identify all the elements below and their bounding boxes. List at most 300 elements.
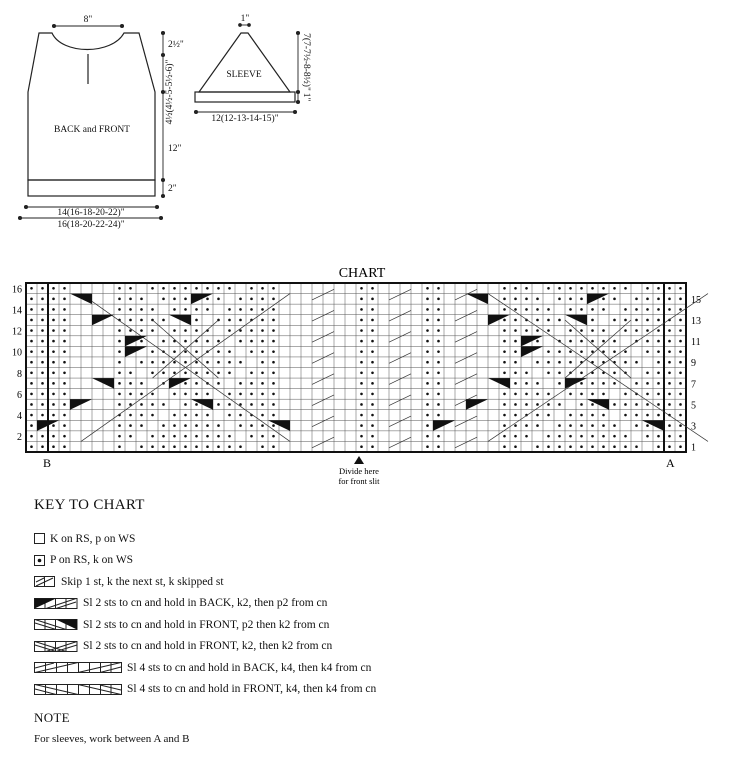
purl-dot — [668, 393, 671, 396]
purl-dot — [536, 298, 539, 301]
purl-dot — [239, 414, 242, 417]
purl-dot — [63, 298, 66, 301]
purl-dot — [679, 319, 682, 322]
purl-dot — [30, 435, 33, 438]
purl-dot — [525, 424, 528, 427]
key-title: KEY TO CHART — [34, 497, 145, 513]
purl-dot — [52, 329, 55, 332]
purl-dot — [657, 361, 660, 364]
purl-dot — [30, 308, 33, 311]
purl-dot — [646, 340, 649, 343]
purl-dot — [503, 308, 506, 311]
purl-dot — [206, 435, 209, 438]
purl-dot — [558, 287, 561, 290]
purl-dot — [239, 382, 242, 385]
purl-dot — [668, 424, 671, 427]
purl-dot — [679, 361, 682, 364]
chart-row-labels — [12, 284, 701, 453]
purl-dot — [118, 340, 121, 343]
purl-dot — [536, 308, 539, 311]
purl-dot — [437, 361, 440, 364]
sleeve-top-width: 1" — [240, 14, 250, 24]
purl-dot — [250, 308, 253, 311]
purl-dot — [118, 393, 121, 396]
purl-dot — [679, 393, 682, 396]
key-item-text: Skip 1 st, k the next st, k skipped st — [61, 575, 224, 588]
purl-dot — [635, 403, 638, 406]
purl-dot — [591, 340, 594, 343]
purl-dot — [41, 382, 44, 385]
purl-dot — [514, 382, 517, 385]
purl-dot — [514, 329, 517, 332]
purl-dot — [261, 371, 264, 374]
cable-chart — [0, 255, 754, 490]
purl-dot — [437, 340, 440, 343]
purl-dot — [426, 414, 429, 417]
purl-dot — [162, 361, 165, 364]
purl-dot — [602, 414, 605, 417]
purl-dot — [360, 329, 363, 332]
purl-dot — [668, 435, 671, 438]
key-item-text: Sl 4 sts to cn and hold in BACK, k4, then k4 from cn — [127, 661, 372, 674]
purl-dot — [184, 393, 187, 396]
key-item-front-cable-4-4 — [34, 679, 734, 701]
purl-dot — [371, 361, 374, 364]
purl-dot — [63, 308, 66, 311]
purl-dot — [360, 298, 363, 301]
purl-dot — [151, 445, 154, 448]
purl-dot — [558, 350, 561, 353]
purl-dot — [437, 393, 440, 396]
purl-dot — [668, 361, 671, 364]
purl-dot — [525, 371, 528, 374]
purl-dot — [228, 308, 231, 311]
purl-dot — [272, 435, 275, 438]
purl-dot — [261, 308, 264, 311]
purl-dot — [624, 435, 627, 438]
purl-dot — [41, 308, 44, 311]
purl-dot — [569, 424, 572, 427]
purl-dot — [514, 361, 517, 364]
purl-dot — [272, 287, 275, 290]
purl-dot — [602, 382, 605, 385]
purl-dot — [371, 298, 374, 301]
purl-dot — [371, 329, 374, 332]
purl-dot — [151, 287, 154, 290]
purl-dot — [140, 403, 143, 406]
key-to-chart — [34, 497, 734, 700]
purl-dot — [30, 298, 33, 301]
key-item-text: K on RS, p on WS — [50, 532, 136, 545]
purl-dot — [173, 308, 176, 311]
purl-dot — [140, 445, 143, 448]
purl-dot — [602, 435, 605, 438]
purl-dot — [118, 350, 121, 353]
purl-dot — [41, 298, 44, 301]
purl-dot — [602, 298, 605, 301]
purl-dot — [272, 414, 275, 417]
purl-dot — [52, 308, 55, 311]
purl-dot — [195, 382, 198, 385]
purl-dot — [426, 319, 429, 322]
purl-dot — [426, 435, 429, 438]
purl-dot — [624, 329, 627, 332]
purl-dot — [558, 298, 561, 301]
purl-dot — [129, 382, 132, 385]
purl-dot — [426, 308, 429, 311]
dot-square-icon — [34, 555, 45, 566]
sleeve-cap-height: 7(7-7½-8-8½)" — [301, 33, 311, 91]
purl-dot — [679, 298, 682, 301]
purl-dot — [646, 371, 649, 374]
key-item-front-cable-purl — [34, 614, 734, 636]
purl-dot — [503, 329, 506, 332]
purl-dot — [41, 403, 44, 406]
purl-dot — [360, 435, 363, 438]
purl-dot — [250, 371, 253, 374]
purl-dot — [52, 371, 55, 374]
purl-dot — [118, 382, 121, 385]
purl-dot — [679, 424, 682, 427]
purl-dot — [591, 414, 594, 417]
purl-dot — [635, 414, 638, 417]
purl-dot — [591, 393, 594, 396]
divide-arrow-icon — [354, 456, 364, 464]
purl-dot — [536, 414, 539, 417]
purl-dot — [162, 424, 165, 427]
purl-dot — [657, 414, 660, 417]
purl-dot — [261, 382, 264, 385]
purl-dot — [63, 350, 66, 353]
purl-dot — [503, 445, 506, 448]
purl-dot — [635, 382, 638, 385]
purl-dot — [503, 298, 506, 301]
purl-dot — [261, 329, 264, 332]
purl-dot — [41, 329, 44, 332]
purl-dot — [558, 361, 561, 364]
purl-dot — [63, 403, 66, 406]
purl-dot — [206, 445, 209, 448]
purl-dot — [569, 329, 572, 332]
key-item-back-cable-2-2 — [34, 593, 734, 615]
row-label-left: 10 — [12, 347, 22, 359]
purl-dot — [151, 435, 154, 438]
yoke-depth: 2½" — [168, 40, 184, 50]
purl-dot — [679, 435, 682, 438]
purl-dot — [558, 424, 561, 427]
purl-dot — [239, 424, 242, 427]
purl-dot — [635, 329, 638, 332]
purl-dot — [228, 393, 231, 396]
purl-dot — [162, 298, 165, 301]
purl-dot — [580, 308, 583, 311]
purl-dot — [635, 319, 638, 322]
purl-dot — [195, 445, 198, 448]
purl-dot — [162, 435, 165, 438]
purl-dot — [657, 403, 660, 406]
sleeve-label: SLEEVE — [226, 70, 262, 80]
purl-dot — [679, 329, 682, 332]
row-label-left: 4 — [17, 411, 22, 423]
purl-dot — [569, 287, 572, 290]
purl-dot — [613, 287, 616, 290]
purl-dot — [624, 361, 627, 364]
purl-dot — [272, 350, 275, 353]
purl-dot — [437, 319, 440, 322]
purl-dot — [371, 340, 374, 343]
purl-dot — [261, 298, 264, 301]
purl-dot — [272, 319, 275, 322]
purl-dot — [184, 403, 187, 406]
row-label-right: 13 — [691, 315, 701, 327]
purl-dot — [217, 287, 220, 290]
purl-dot — [41, 287, 44, 290]
purl-dot — [580, 287, 583, 290]
purl-dot — [679, 445, 682, 448]
purl-dot — [360, 287, 363, 290]
purl-dot — [30, 424, 33, 427]
purl-dot — [360, 319, 363, 322]
front-cable-2-2-knit-icon — [34, 641, 78, 652]
purl-dot — [371, 308, 374, 311]
purl-dot — [371, 445, 374, 448]
purl-dot — [52, 361, 55, 364]
purl-dot — [514, 435, 517, 438]
panel-label: BACK and FRONT — [53, 125, 131, 135]
row-label-right: 9 — [691, 358, 696, 370]
empty-square-icon — [34, 533, 45, 544]
purl-dot — [228, 287, 231, 290]
back-cable-4-4-icon — [34, 662, 122, 673]
purl-dot — [613, 371, 616, 374]
purl-dot — [272, 445, 275, 448]
purl-dot — [250, 393, 253, 396]
purl-dot — [613, 319, 616, 322]
purl-dot — [118, 298, 121, 301]
purl-dot — [30, 350, 33, 353]
purl-dot — [206, 393, 209, 396]
purl-dot — [30, 371, 33, 374]
purl-dot — [437, 382, 440, 385]
purl-dot — [591, 319, 594, 322]
key-item-back-cable-4-4 — [34, 657, 734, 679]
slash-square-icon — [34, 576, 56, 587]
purl-dot — [547, 445, 550, 448]
purl-dot — [668, 287, 671, 290]
purl-dot — [371, 350, 374, 353]
purl-dot — [129, 424, 132, 427]
purl-dot — [206, 298, 209, 301]
purl-dot — [195, 393, 198, 396]
purl-dot — [217, 424, 220, 427]
purl-dot — [624, 308, 627, 311]
purl-dot — [360, 403, 363, 406]
purl-dot — [635, 298, 638, 301]
sleeve-outline — [199, 33, 290, 92]
purl-dot — [536, 393, 539, 396]
purl-dot — [668, 382, 671, 385]
key-item-text: Sl 2 sts to cn and hold in FRONT, p2 then k2 from cn — [83, 618, 330, 631]
purl-dot — [536, 329, 539, 332]
purl-dot — [140, 424, 143, 427]
purl-dot — [30, 403, 33, 406]
rib-depth: 2" — [168, 184, 177, 194]
purl-dot — [239, 340, 242, 343]
purl-dot — [624, 319, 627, 322]
purl-dot — [261, 424, 264, 427]
purl-dot — [437, 371, 440, 374]
purl-dot — [635, 424, 638, 427]
purl-dot — [184, 287, 187, 290]
purl-dot — [52, 403, 55, 406]
purl-dot — [437, 350, 440, 353]
purl-dot — [63, 424, 66, 427]
key-item-text: Sl 2 sts to cn and hold in BACK, k2, then p2 from cn — [83, 597, 328, 610]
purl-dot — [162, 340, 165, 343]
purl-dot — [635, 308, 638, 311]
sleeve-bottom-width: 12(12-13-14-15)" — [211, 114, 279, 124]
body-width-outer: 16(18-20-22-24)" — [57, 220, 125, 230]
purl-dot — [52, 298, 55, 301]
purl-dot — [206, 361, 209, 364]
purl-dot — [261, 319, 264, 322]
purl-dot — [272, 393, 275, 396]
neck-depth: 4½(4½-5-5½-6)" — [165, 59, 175, 125]
purl-dot — [602, 424, 605, 427]
purl-dot — [63, 414, 66, 417]
purl-dot — [206, 414, 209, 417]
purl-dot — [657, 350, 660, 353]
purl-dot — [118, 287, 121, 290]
purl-dot — [580, 371, 583, 374]
purl-dot — [250, 287, 253, 290]
purl-dot — [162, 371, 165, 374]
purl-dot — [228, 445, 231, 448]
purl-dot — [129, 287, 132, 290]
purl-dot — [371, 424, 374, 427]
purl-dot — [184, 298, 187, 301]
purl-dot — [239, 393, 242, 396]
purl-dot — [129, 435, 132, 438]
purl-dot — [63, 319, 66, 322]
purl-dot — [547, 329, 550, 332]
purl-dot — [657, 371, 660, 374]
purl-dot — [151, 371, 154, 374]
purl-dot — [547, 287, 550, 290]
purl-dot — [140, 298, 143, 301]
purl-dot — [602, 329, 605, 332]
purl-dot — [657, 382, 660, 385]
purl-dot — [52, 414, 55, 417]
purl-dot — [184, 445, 187, 448]
purl-dot — [151, 361, 154, 364]
purl-dot — [591, 382, 594, 385]
key-item-front-cable-knit — [34, 636, 734, 658]
key-item-purl — [34, 550, 734, 572]
purl-dot — [140, 340, 143, 343]
purl-dot — [261, 393, 264, 396]
purl-dot — [140, 361, 143, 364]
purl-dot — [151, 414, 154, 417]
purl-dot — [261, 414, 264, 417]
purl-dot — [569, 298, 572, 301]
purl-dot — [613, 298, 616, 301]
marker-b: B — [43, 456, 52, 470]
purl-dot — [503, 350, 506, 353]
purl-dot — [52, 382, 55, 385]
purl-dot — [558, 435, 561, 438]
purl-dot — [261, 403, 264, 406]
purl-dot — [239, 361, 242, 364]
purl-dot — [173, 350, 176, 353]
purl-dot — [426, 371, 429, 374]
purl-dot — [371, 414, 374, 417]
purl-dot — [206, 308, 209, 311]
purl-dot — [624, 414, 627, 417]
purl-dot — [646, 414, 649, 417]
purl-dot — [569, 435, 572, 438]
purl-dot — [217, 382, 220, 385]
purl-dot — [613, 382, 616, 385]
purl-dot — [250, 382, 253, 385]
purl-dot — [503, 371, 506, 374]
key-item-text: Sl 2 sts to cn and hold in FRONT, k2, then k2 from cn — [83, 640, 333, 653]
purl-dot — [525, 435, 528, 438]
purl-dot — [52, 340, 55, 343]
purl-dot — [426, 393, 429, 396]
purl-dot — [30, 414, 33, 417]
purl-dot — [272, 361, 275, 364]
purl-dot — [569, 445, 572, 448]
garment-schematic — [0, 0, 754, 250]
purl-dot — [52, 445, 55, 448]
purl-dot — [580, 445, 583, 448]
purl-dot — [173, 298, 176, 301]
purl-dot — [426, 382, 429, 385]
purl-dot — [503, 319, 506, 322]
purl-dot — [536, 424, 539, 427]
purl-dot — [646, 329, 649, 332]
purl-dot — [140, 393, 143, 396]
purl-dot — [151, 329, 154, 332]
purl-dot — [646, 319, 649, 322]
purl-dot — [668, 308, 671, 311]
purl-dot — [591, 308, 594, 311]
purl-dot — [228, 350, 231, 353]
purl-dot — [195, 414, 198, 417]
key-item-text: Sl 4 sts to cn and hold in FRONT, k4, then k4 from cn — [127, 683, 377, 696]
sleeve-cuff-depth: 1" — [301, 92, 311, 102]
purl-dot — [360, 371, 363, 374]
purl-dot — [228, 361, 231, 364]
purl-dot — [635, 361, 638, 364]
purl-dot — [580, 393, 583, 396]
purl-dot — [129, 319, 132, 322]
purl-dot — [30, 287, 33, 290]
purl-dot — [591, 329, 594, 332]
purl-dot — [63, 393, 66, 396]
purl-dot — [184, 329, 187, 332]
purl-dot — [41, 445, 44, 448]
purl-dot — [514, 371, 517, 374]
purl-dot — [547, 371, 550, 374]
row-label-left: 12 — [12, 326, 22, 338]
purl-dot — [63, 361, 66, 364]
purl-dot — [239, 445, 242, 448]
purl-dot — [173, 361, 176, 364]
purl-dot — [272, 382, 275, 385]
purl-dot — [261, 287, 264, 290]
